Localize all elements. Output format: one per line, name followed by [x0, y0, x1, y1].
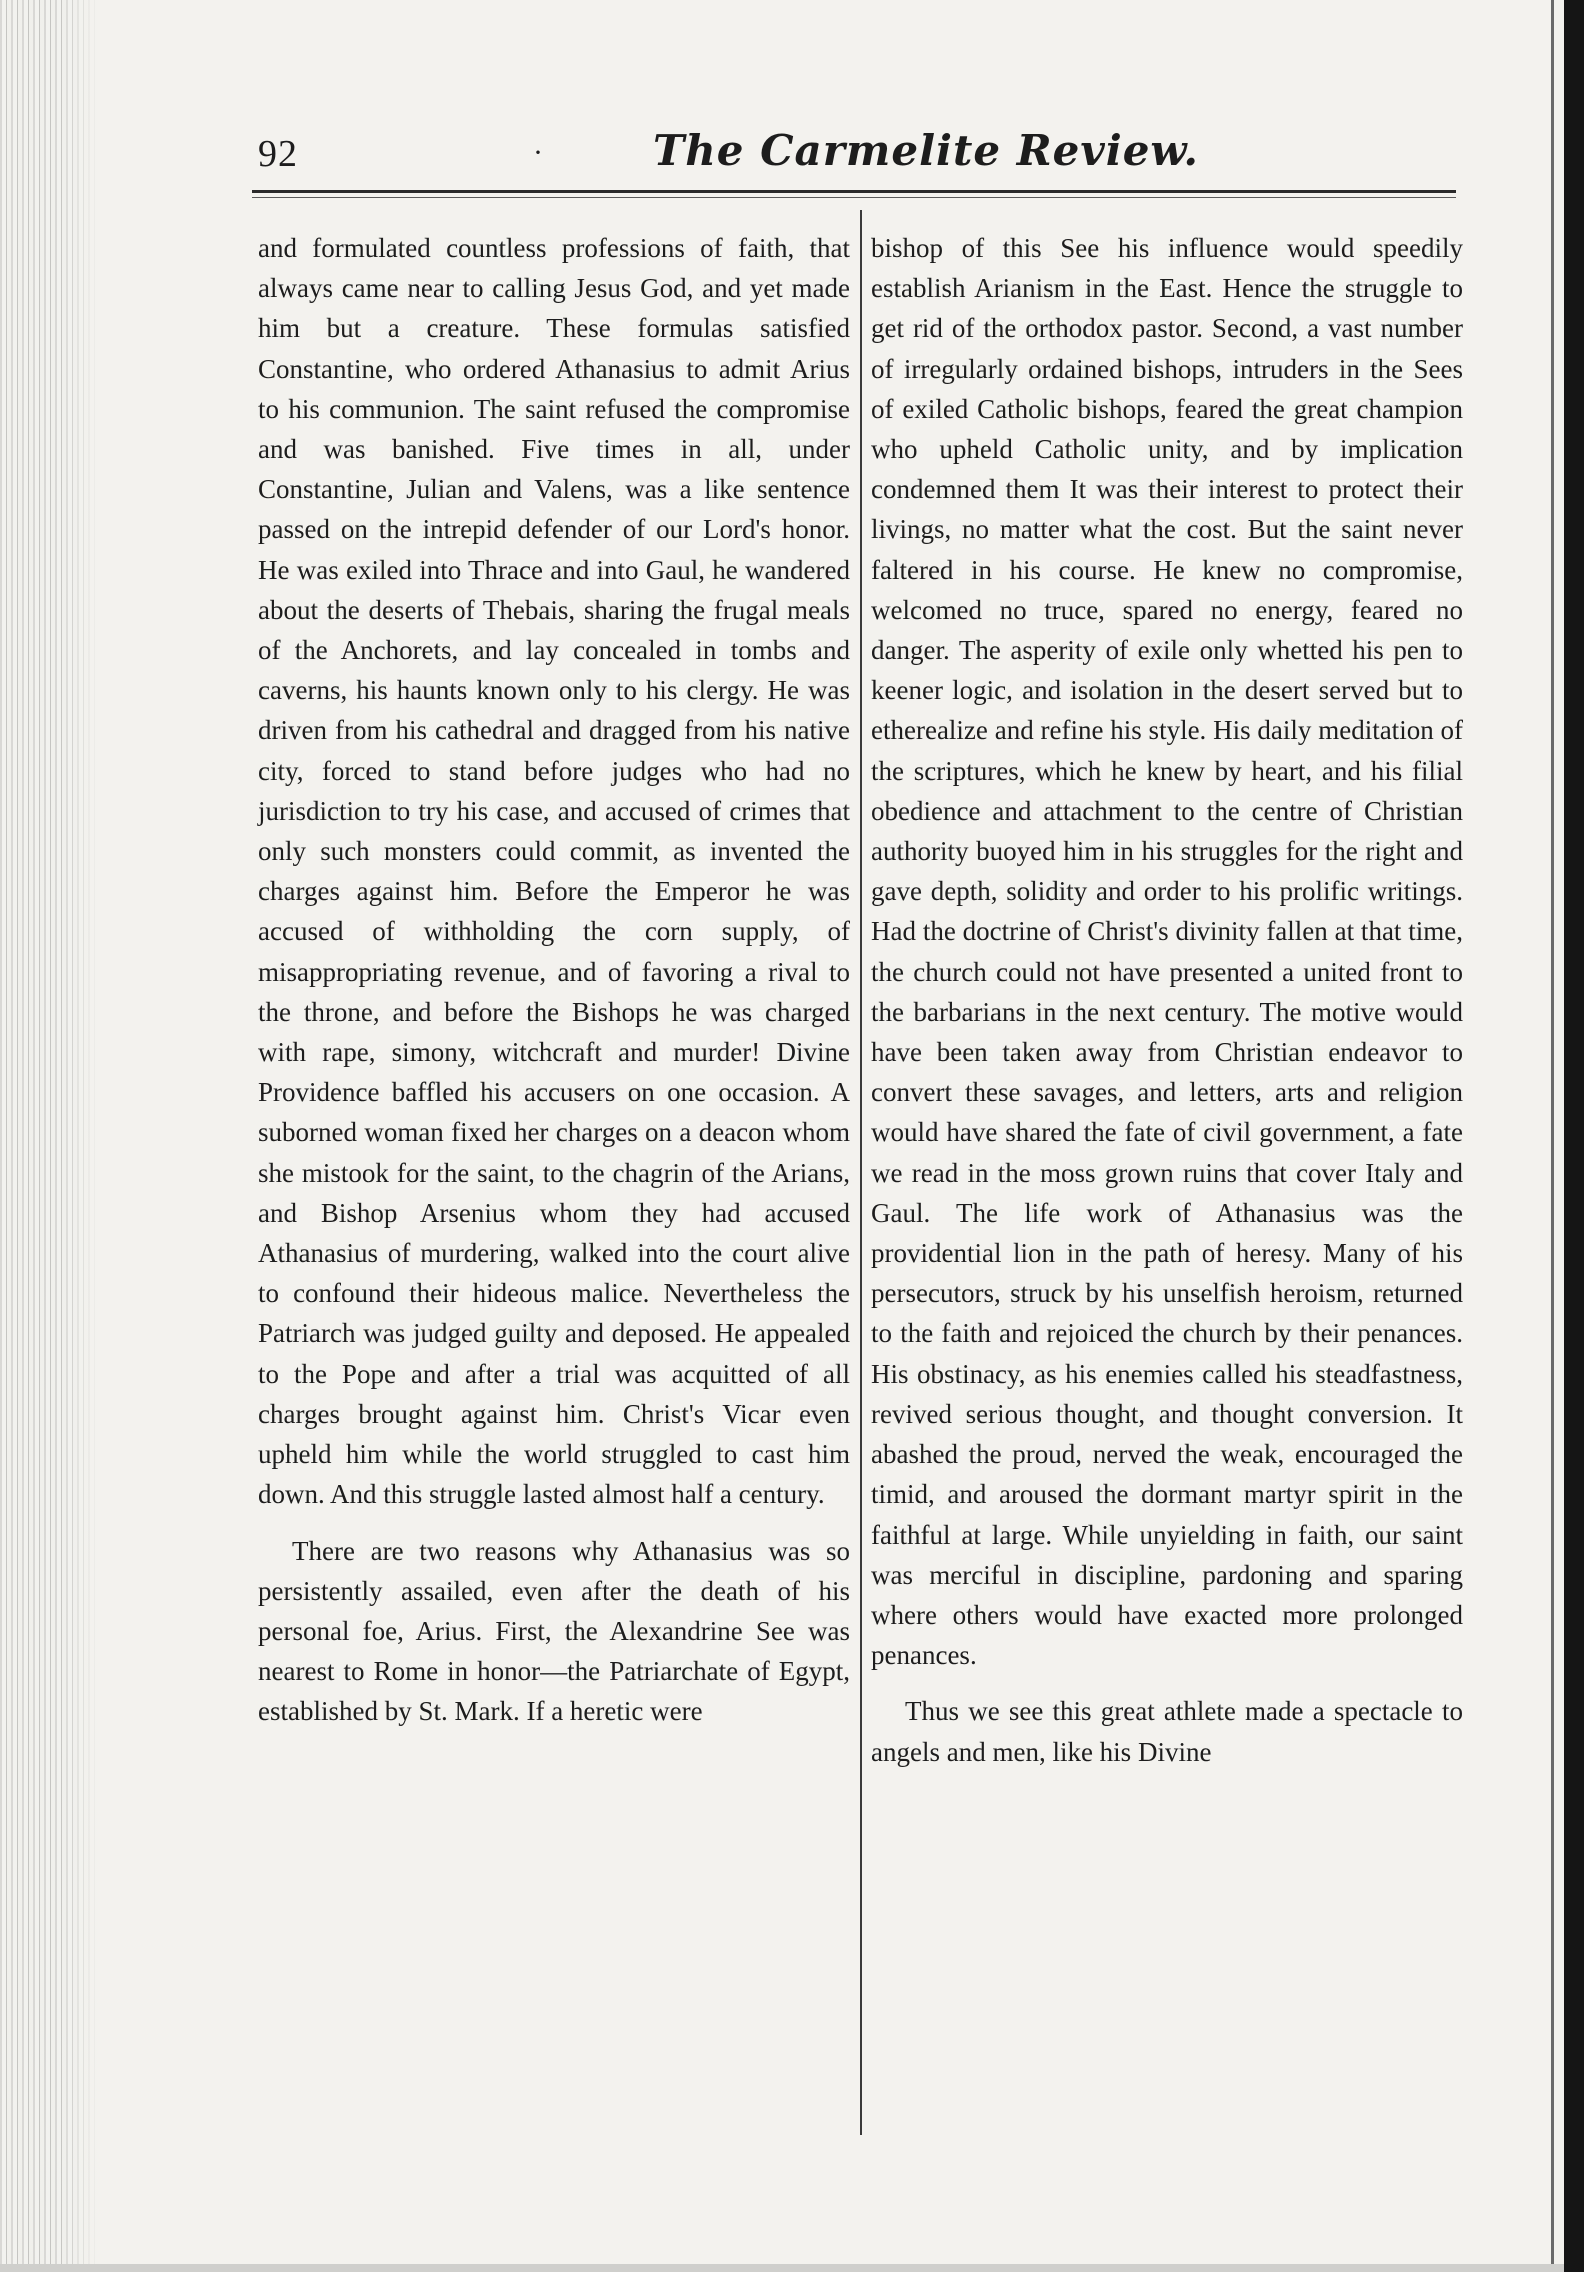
- right-paragraph-1: bishop of this See his influence would speedily establish Arianism in the East. Hence the struggle to get rid of the orthodox pastor. Second, a vast number of irregularly ordained bishops, intruders in the Sees of exiled Catholic bishops, feared the great champion who upheld Catholic unity, and by implication condemned them It was their interest to protect their livings, no matter what the cost. But the saint never faltered in his course. He knew no compromise, welcomed no truce, spared no energy, feared no danger. The asperity of exile only whetted his pen to keener logic, and isolation in the desert served but to etherealize and refine his style. His daily meditation of the scriptures, which he knew by heart, and his filial obedience and attachment to the centre of Christian authority buoyed him in his struggles for the right and gave depth, solidity and order to his prolific writings. Had the doctrine of Christ's divinity fallen at that time, the church could not have presented a united front to the barbarians in the next century. The motive would have been taken away from Christian endeavor to convert these savages, and letters, arts and religion would have shared the fate of civil government, a fate we read in the moss grown ruins that cover Italy and Gaul. The life work of Athanasius was the providential lion in the path of heresy. Many of his persecutors, struck by his unselfish heroism, returned to the faith and rejoiced the church by their penances. His obstinacy, as his enemies called his steadfastness, revived serious thought, and thought conversion. It abashed the proud, nerved the weak, encouraged the timid, and aroused the dormant martyr spirit in the faithful at large. While unyielding in faith, our saint was merciful in discipline, pardoning and sparing where others would have exacted more prolonged penances.: [871, 233, 1463, 1671]
- page-edge-fade: [60, 0, 100, 2272]
- running-title: The Carmelite Review.: [653, 126, 1199, 175]
- header-separator: ·: [533, 136, 543, 169]
- scan-bottom-edge: [0, 2264, 1564, 2272]
- right-paragraph-2: Thus we see this great athlete made a spectacle to angels and men, like his Divine: [871, 1696, 1463, 1767]
- page-header: [258, 126, 1458, 186]
- header-rule: [252, 190, 1456, 193]
- left-column: [258, 228, 850, 1732]
- right-border-line: [1551, 0, 1554, 2272]
- left-paragraph-2: There are two reasons why Athanasius was so persistently assailed, even after the death of his personal foe, Arius. First, the Alexandrine See was nearest to Rome in honor—the Patriarchate of Egypt, established by St. Mark. If a heretic were: [258, 1535, 850, 1727]
- header-rule-thin: [252, 197, 1456, 198]
- right-column: [871, 228, 1463, 1772]
- column-divider: [860, 210, 862, 2135]
- scan-right-border: [1564, 0, 1584, 2272]
- page-number: 92: [258, 133, 298, 175]
- left-paragraph-1: and formulated countless professions of faith, that always came near to calling Jesus God, and yet made him but a creature. These formulas satisfied Constantine, who ordered Athanasius to admit Arius to his communion. The saint refused the compromise and was banished. Five times in all, under Constantine, Julian and Valens, was a like sentence passed on the intrepid defender of our Lord's honor. He was exiled into Thrace and into Gaul, he wandered about the deserts of Thebais, sharing the frugal meals of the Anchorets, and lay concealed in tombs and caverns, his haunts known only to his clergy. He was driven from his cathedral and dragged from his native city, forced to stand before judges who had no jurisdiction to try his case, and accused of crimes that only such monsters could commit, as invented the charges against him. Before the Emperor he was accused of withholding the corn supply, of misappropriating revenue, and of favoring a rival to the throne, and before the Bishops he was charged with rape, simony, witchcraft and murder! Divine Providence baffled his accusers on one occasion. A suborned woman fixed her charges on a deacon whom she mistook for the saint, to the chagrin of the Arians, and Bishop Arsenius whom they had accused Athanasius of murdering, walked into the court alive to confound their hideous malice. Nevertheless the Patriarch was judged guilty and deposed. He appealed to the Pope and after a trial was acquitted of all charges brought against him. Christ's Vicar even upheld him while the world struggled to cast him down. And this struggle lasted almost half a century.: [258, 233, 850, 1510]
